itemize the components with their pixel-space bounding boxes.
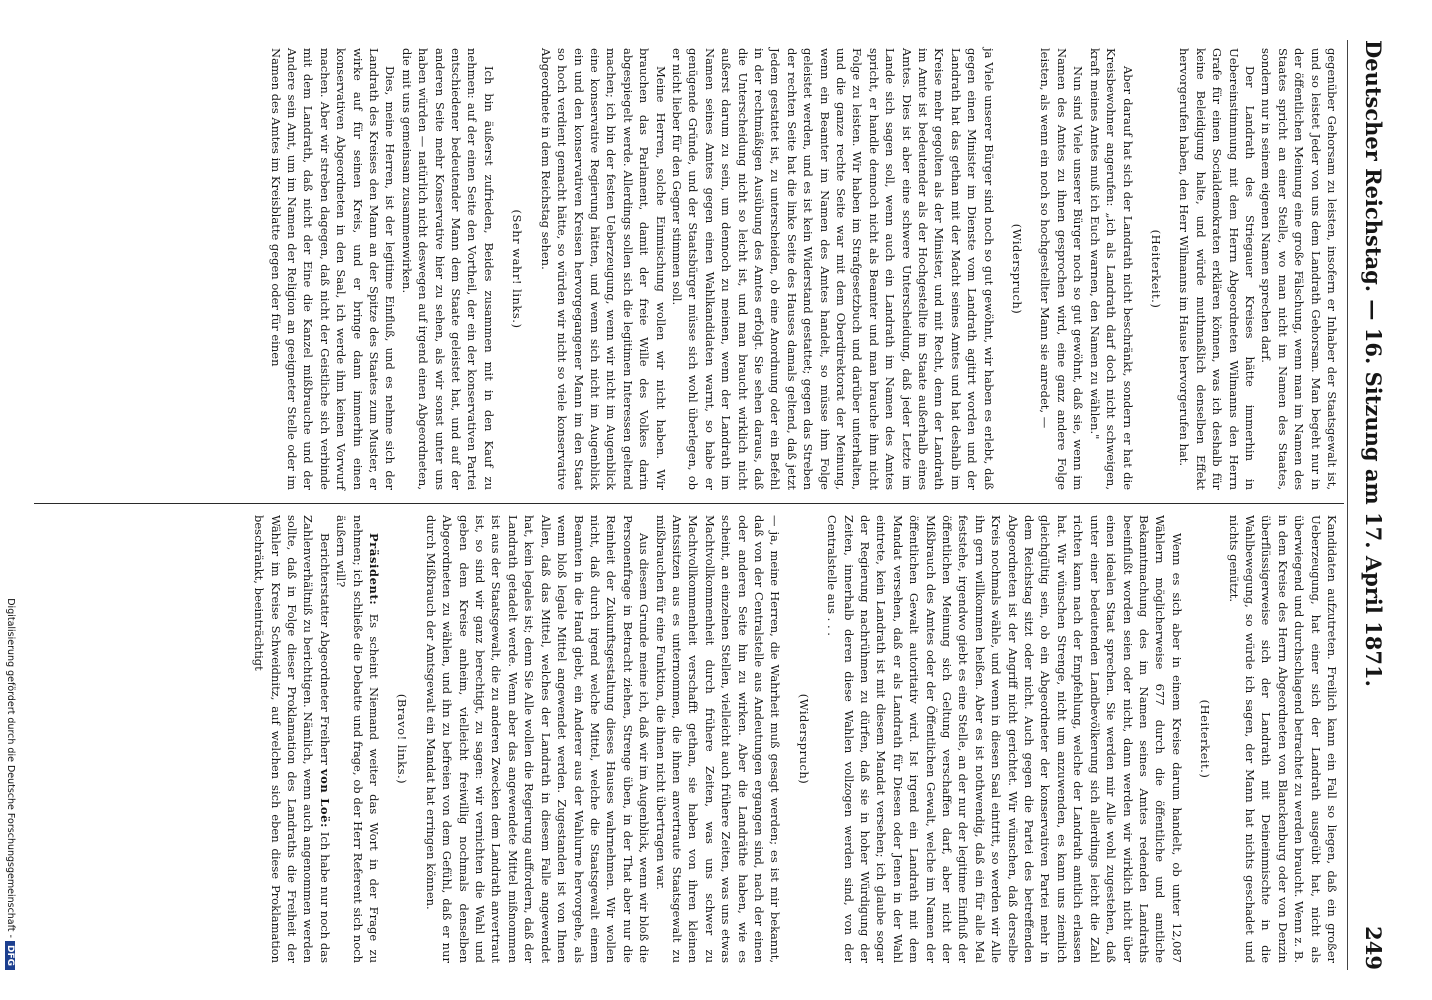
running-head-title: Deutscher Reichstag. — 16. Sitzung am 17. April 1871.	[1361, 40, 1386, 687]
paragraph: Wenn es sich aber in einem Kreise darum handelt, ob unter 12,087 Wählern möglicherweise 677 durch die öffentliche und amtliche Bekanntmachung des im Namen seines Amtes redenden Landraths beeinflußt worden seien oder nicht, dann werden wir wirklich nicht über einen idealen Staat sprechen. Sie werden mir Alle wohl zugestehen, daß unter einer bedeutenden Landbevölkerung sich allerdings leicht die Zahl richten kann nach der Empfehlung, welche der Landrath amtlich erlassen hat. Wir wünschen Strenge, nicht um anzuwenden, es kann uns ziemlich gleichgültig sein, ob ein Abgeordneter der konservativen Partei mehr in dem Reichstag sitzt oder nicht. Auch gegen die Partei des betreffenden Abgeordneten ist der Angriff nicht gerichtet. Wir wünschen, daß derselbe Kreis nochmals wähle, und wenn in diesen Saal eintritt, so werden wir Alle ihn gern willkommen heißen. Aber es ist nothwendig, daß ein für alle Mal feststehe, irgendwo giebt es eine Stelle, an der nur der legitime Einfluß der öffentlichen Meinung sich Geltung verschaffen darf, aber nicht der Mißbrauch des Amtes oder der Öffentlichen Gewalt, welche im Namen der öffentlichen Gewalt autoritativ wird. Ist irgend ein Landrath mit dem Mandat versehen, daß er als Landrath für Diesen oder Jenen in der Wahl eintrete, kein Landrath ist mit diesem Mandat versehen; ich glaube sogar der Regierung nachrühmen zu dürfen, daß sie in hoher Würdigung der Zeiten, innerhalb deren diese Wahlen vollzogen werden sind, von der Centralstelle aus . . .	[825, 515, 1184, 963]
speaker-name: Präsident:	[367, 533, 382, 606]
speech-text: Ich habe nur noch das Zahlenverhältniß zu berichtigen. Nämlich, wenn auch angenommen werden sollte, daß in Folge dieser Proklamation des Landraths die Freiheit der Wähler im Kreise Schweidnitz, auf welchen sich eben diese Proklamation beschränkt, beeinträchtigt	[252, 515, 332, 964]
paragraph: Dies, meine Herren, ist der legitime Einfluß, und es nehme sich der Landrath des Kreises den Mann an der Spitze des Staates zum Muster, er wirke auf für seinen Kreis, und er bringe dann immerhin einen konservativen Abgeordneten in den Saal, ich werde ihm keinen Vorwurf machen. Aber wir streben dagegen, daß nicht der Geistliche sich verbinde mit dem Landrath, daß nicht der Eine die Kanzel mißbrauche und der Andere sein Amt, um im Namen der Religion an geeigneter Stelle oder im Namen des Amtes im Kreisblatte gegen oder für einen	[268, 48, 398, 490]
digitization-note	[2, 40, 16, 970]
paragraph: Meine Herren, solche Einmischung wollen wir nicht haben. Wir brauchen das Parlament, damit der freie Wille des Volkes darin abgespiegelt werde. Allerdings sollen sich die legitimen Interessen geltend machen; ich bin der festen Ueberzeugung, wenn wir nicht im Augenblick eine konservative Regierung hätten, und wenn sich nicht im Augenblick ein und den konservativen Kreisen hervorgegangener Mann im den Staat so hoch verdient gemacht hätte, so würden wir nicht so viele konservative Abgeordnete in dem Reichstag sehen.	[538, 48, 668, 490]
paragraph: — ja, meine Herren, die Wahrheit muß gesagt werden; es ist mir bekannt, daß von der Centralstelle aus Andeutungen ergangen sind, nach der einen oder anderen Seite hin zu wirken. Aber die Landräthe haben, wie es scheint, an einzelnen Stellen, vielleicht auch frühere Zeiten, was uns etwas Machtvollkommenheit durch frühere Zeiten, was uns schwer zu Machtvollkommenheit verschafft gethan, sie haben von ihren kleinen Amtssitzen aus es unternommen, die ihnen anvertraute Staatsgewalt zu mißbrauchen für eine Funktion, die ihnen nicht übertragen war.	[653, 515, 783, 963]
dfg-logo: DFG	[5, 941, 15, 970]
paragraph: Aber darauf hat sich der Landrath nicht beschränkt, sondern er hat die Kreisbewohner angerufen: „ich als Landrath darf doch nicht schweigen, kraft meines Amtes muß ich Euch warnen, den Namen zu wählen."	[1087, 48, 1135, 490]
paragraph: gegenüber Gehorsam zu leisten, insofern er Inhaber der Staatsgewalt ist, und so leistet Jeder von uns dem Landrath Gehorsam. Man begeht nur in der öffentlichen Meinung eine große Fälschung, wenn man im Namen des Staates spricht an einer Stelle, wo man nicht im Namen des Staates, sondern nur in seinem eigenen Namen sprechen darf.	[1259, 48, 1339, 490]
paragraph: Nun sind Viele unserer Bürger noch so gut gewöhnt, daß sie, wenn im Namen des Amtes zu ihnen gesprochen wird, eine ganz andere Folge leisten, als wenn ein noch so hochgestellter Mann sie anredet, —	[1038, 48, 1086, 490]
remark: (Sehr wahr! links.)	[510, 209, 525, 329]
column-divider	[34, 503, 1344, 504]
page-number: 249	[1361, 926, 1386, 970]
right-column	[251, 515, 1340, 963]
remark: (Widerspruch)	[796, 693, 811, 785]
remark: (Heiterkeit.)	[1148, 229, 1163, 309]
remark: (Widerspruch)	[1010, 223, 1025, 315]
remark: (Bravo! links.)	[395, 693, 410, 785]
remark: (Heiterkeit.)	[1198, 699, 1213, 779]
paragraph	[333, 515, 382, 963]
paragraph: Der Landrath des Striegauer Kreises hätte immerhin in Uebereinstimmung mit dem Herrn Abgeordneten Wilmanns den Herrn Grafe für einen Socialdemokraten erklären können, was ich deshalb für keine Beleidigung halte, und würde muthmaßlich denselben Effekt hervorgerufen haben, den Herr Wilmanns im Hause hervorgerufen hat.	[1177, 48, 1257, 490]
speech-text: Es scheint Niemand weiter das Wort in der Frage zu nehmen; ich schließe die Debatte und frage, ob der Herr Referent sich noch äußern will?	[334, 515, 382, 964]
header-rule	[1347, 40, 1348, 970]
digitization-text: Digitalisierung gefördert durch die Deutsche Forschungsgemeinschaft -	[5, 598, 16, 938]
paragraph	[251, 515, 333, 963]
paragraph: ja Viele unserer Bürger sind noch so gut gewöhnt, wir haben es erlebt, daß gegen einen Minister im Dienste vom Landrath agitirt worden und der Landrath hat das gethan mit der Macht seines Amtes und hat deshalb im Kreise mehr gegolten als der Minister, und mit Recht, denn der Landrath im Amte ist bedeutender als der Hochgestellte im Staate außerhalb eines Amtes. Dies ist aber eine schwere Unterscheidung, daß jeder Letzte im Lande sich sagen soll, wenn auch ein Landrath im Namen des Amtes spricht, er handle dennoch nicht als Beamter und man brauche ihm nicht Folge zu leisten. Wir haben im Strafgesetzbuch und darüber unterhalten, und die ganze rechte Seite war mit dem Oberdirektorat der Meinung, wenn ein Beamter im Namen des Amtes handelt, so müsse ihm Folge geleistet werden, und es ist kein Widerstand gestattet; gegen das Streben der rechten Seite hat die linke Seite des Hauses damals geltend, daß jetzt Jedem gestattet ist, zu unterscheiden, ob eine Anordnung oder ein Befehl in der rechtmäßigen Ausübung des Amtes erfolgt. Sie sehen daraus, daß die Unterscheidung nicht so leicht ist, und man braucht wirklich nicht außerst darum zu sein, um dennoch zu meinen, wenn der Landrath im Namen seines Amtes gegen einen Wahlkandidaten warnt, so habe er genügende Gründe, und der Staatsbürger müsse sich wohl überlegen, ob er nicht lieber für den Gegner stimmen soll.	[669, 48, 996, 490]
running-head	[1352, 40, 1386, 970]
speaker-intro: Berichterstatter Abgeordneter Freiherr	[317, 533, 332, 765]
left-column	[267, 48, 1340, 490]
paragraph: Aus diesem Grunde meine ich, daß wir im Augenblick, wenn wir bloß die Personenfrage in Betracht ziehen, Strenge üben, in der That aber nur die Reinheit der Zukunftsgestaltung dieses Hauses wahrnehmen. Wir wollen nicht, daß durch irgend welche Mittel, welche die Staatsgewalt einem Beamten in die Hand giebt, ein Anderer aus der Wahlurne hervorgehe, als wenn bloß legale Mittel angewendet werden. Zugestanden ist von Ihnen Allen, daß das Mittel, welches der Landrath in diesem Falle angewendet hat, kein legales ist; denn Sie Alle wollen die Regierung auffordern, daß der Landrath getadelt werde. Wenn aber das angewendete Mittel mißnommen ist aus der Staatsgewalt, die zu anderen Zwecken dem Landrath anvertraut ist, so sind wir ganz berechtigt, zu sagen: wir vernichten die Wahl und geben dem Kreise anheim, vielleicht freiwillig nochmals denselben Abgeordneten zu wählen, und ihn zu befreien von dem Gefühl, daß er nur durch Mißbrauch der Amtsgewalt ein Mandat hat erringen können.	[423, 515, 652, 963]
paragraph: Kandidaten aufzutreten. Freilich kann ein Fall so liegen, daß ein großer Ueberzeugung, hat einer sich der Landrath ausgeübt hat, nicht als überwiegend und durchschlagend betrachtet zu werden braucht. Wenn z. B. in dem Kreise des Herrn Abgeordneten von Blanckenburg oder von Denzin überflüssigerweise sich der Landrath mit Deineinmischte in die Wahlbewegung, so würde ich sagen, der Mann hat nichts geschadet und nichts genützt.	[1226, 515, 1339, 963]
speaker-name: von Loë:	[317, 768, 332, 828]
paragraph: Ich bin äußerst zufrieden, Beides zusammen mit in den Kauf zu nehmen: auf der einen Seite den Vortheil, der ein der konservativen Partei entschiedener bedeutender Mann dem Staate geleistet hat, und auf der anderen Seite mehr Konservative hier zu sehen, als wir sonst unter uns haben würden — natürlich nicht deswegen auf irgend einen Abgeordneten, die mit uns gemeinsam zusammenwirken.	[399, 48, 496, 490]
